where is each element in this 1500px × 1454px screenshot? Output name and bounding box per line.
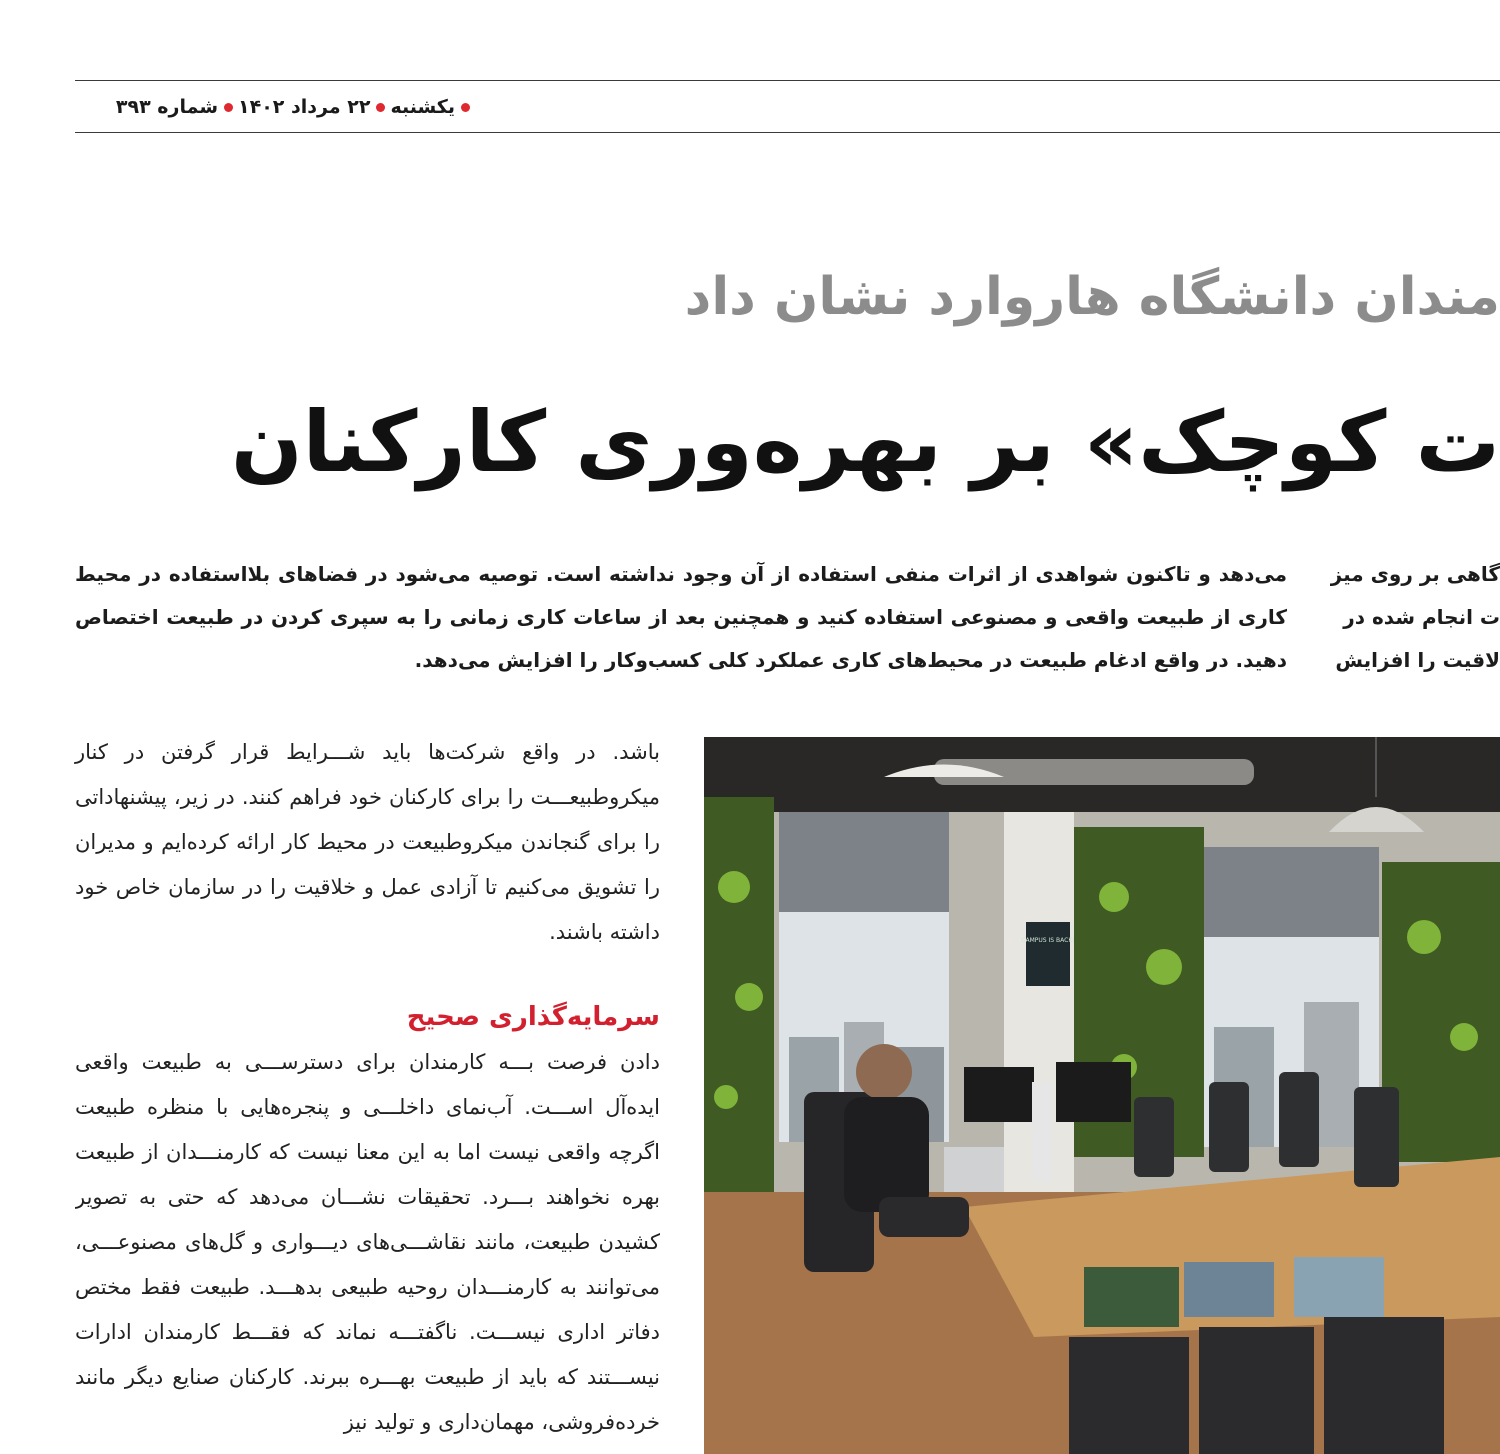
issue-info bbox=[75, 88, 475, 126]
lead-line: لاقیت را افزایش bbox=[1335, 648, 1500, 672]
window-blind bbox=[779, 812, 949, 912]
magazine bbox=[1294, 1257, 1384, 1317]
header-rule bbox=[75, 132, 1500, 133]
monitor bbox=[1032, 1082, 1052, 1182]
lead-line: گاهی بر روی میز bbox=[1330, 562, 1500, 586]
bullet-icon bbox=[376, 103, 385, 112]
issue-day: یکشنبه bbox=[390, 96, 455, 118]
window-blind bbox=[1204, 847, 1379, 937]
office-chair bbox=[1354, 1087, 1399, 1187]
moss-clump bbox=[1099, 882, 1129, 912]
office-chair bbox=[1134, 1097, 1174, 1177]
magazine bbox=[1184, 1262, 1274, 1317]
office-chair bbox=[1209, 1082, 1249, 1172]
moss-wall bbox=[704, 797, 774, 1217]
body-paragraph: باشد. در واقع شرکت‌ها باید شـــرایط قرار گرفتن در کنار میکروطبیعـــت را برای کارکنان خود فراهم کنند. در زیر، پیشنهاداتی را برای گنجاندن میکروطبیعت در محیط کار ارائه کرده‌ایم و مدیران را تشویق می‌کنیم تا آزادی عمل و خلاقیت را در سازمان خاص خود داشته باشند. bbox=[75, 740, 660, 944]
magazine bbox=[1084, 1267, 1179, 1327]
moss-clump bbox=[714, 1085, 738, 1109]
section-subheading: سرمایه‌گذاری صحیح bbox=[406, 1002, 660, 1032]
moss-clump bbox=[735, 983, 763, 1011]
lead-paragraph: می‌دهد و تاکنون شواهدی از اثرات منفی استفاده از آن وجود نداشته است. توصیه می‌شود در فضاهای بلااستفاده در محیط کاری از طبیعت واقعی و مصنوعی استفاده کنید و همچنین بعد از ساعات کاری زمانی را به سپری کردن در طبیعت اختصاص دهید. در واقع ادغام طبیعت در محیط‌های کاری عملکرد کلی کسب‌و‌کار را افزایش می‌دهد. bbox=[75, 562, 1287, 672]
poster-title: CAMPUS IS BACK! bbox=[1021, 937, 1075, 944]
moss-clump bbox=[1407, 920, 1441, 954]
poster bbox=[1026, 922, 1070, 986]
bullet-icon bbox=[461, 103, 470, 112]
monitor bbox=[964, 1067, 1034, 1122]
office-photo bbox=[704, 737, 1500, 1454]
office-chair bbox=[1279, 1072, 1319, 1167]
monitor bbox=[1056, 1062, 1131, 1122]
cabinet bbox=[1324, 1317, 1444, 1454]
lead-column-right bbox=[1330, 553, 1500, 682]
moss-wall bbox=[1382, 862, 1500, 1162]
cabinet bbox=[1069, 1337, 1189, 1454]
person-head bbox=[856, 1044, 912, 1100]
issue-number: شماره ۳۹۳ bbox=[115, 96, 219, 118]
person-legs bbox=[879, 1197, 969, 1237]
person-body bbox=[844, 1097, 929, 1212]
moss-clump bbox=[1146, 949, 1182, 985]
body-paragraph: دادن فرصت بـــه کارمندان برای دسترســـی به طبیعت واقعی ایده‌آل اســـت. آب‌نمای داخلـــی و پنجره‌هایی با منظره طبیعت اگرچه واقعی نیست اما به این معنا نیست که کارمنـــدان از طبیعت بهره نخواهند بـــرد. تحقیقات نشـــان می‌دهد که حتی به تصویر کشیدن طبیعت، مانند نقاشـــی‌های دیـــواری و گل‌های مصنوعـــی، می‌توانند به کارمنـــدان روحیه طبیعی بدهـــد. طبیعت فقط مختص دفاتر اداری نیســـت. ناگفتـــه نماند که فقـــط کارمندان ادارات نیســـتند که باید از طبیعت بهـــره ببرند. کارکنان صنایع دیگر مانند خرده‌فروشی، مهمان‌داری و تولید نیز bbox=[75, 1050, 660, 1434]
cabinet bbox=[1199, 1327, 1314, 1454]
bullet-icon bbox=[224, 103, 233, 112]
moss-clump bbox=[718, 871, 750, 903]
issue-date: ۲۲ مرداد ۱۴۰۲ bbox=[238, 96, 371, 118]
article-kicker: مندان دانشگاه هاروارد نشان داد bbox=[684, 267, 1500, 327]
top-rule bbox=[75, 80, 1500, 81]
article-headline: ت کوچک» بر بهره‌وری کارکنان bbox=[230, 393, 1500, 491]
lead-line: ت انجام شده در bbox=[1343, 605, 1500, 629]
moss-clump bbox=[1450, 1023, 1478, 1051]
laptop bbox=[944, 1147, 1004, 1192]
